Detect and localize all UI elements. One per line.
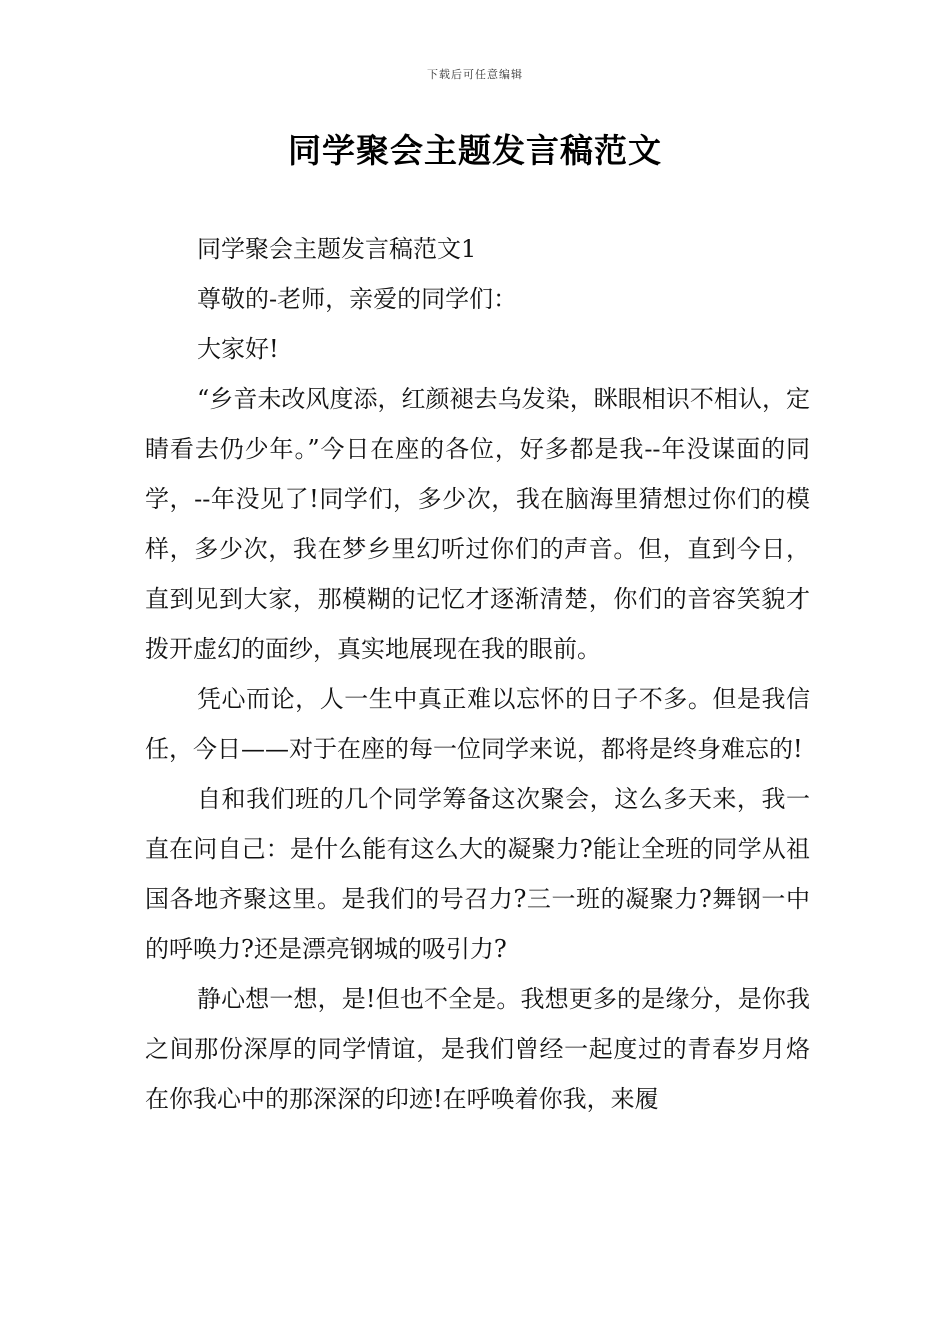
- paragraph: 自和我们班的几个同学筹备这次聚会，这么多天来，我一直在问自己：是什么能有这么大的凝聚力?能让全班的同学从祖国各地齐聚这里。是我们的号召力?三一班的凝聚力?舞钢一中的呼唤力?还是漂亮钢城的吸引力?: [145, 785, 810, 963]
- salutation: 尊敬的-老师，亲爱的同学们：: [197, 285, 518, 313]
- paragraph: “乡音未改风度添，红颜褪去乌发染，眯眼相识不相认，定睛看去仍少年。”今日在座的各位，好多都是我--年没谋面的同学，--年没见了!同学们，多少次，我在脑海里猜想过你们的模样，多少次，我在梦乡里幻听过你们的声音。但，直到今日，直到见到大家，那模糊的记忆才逐渐清楚，你们的音容笑貌才拨开虚幻的面纱，真实地展现在我的眼前。: [145, 385, 810, 663]
- section-heading: 同学聚会主题发言稿范文1: [197, 235, 477, 263]
- header-note: 下载后可任意编辑: [427, 68, 523, 81]
- document-title: 同学聚会主题发言稿范文: [288, 131, 662, 170]
- greeting: 大家好!: [197, 335, 279, 363]
- paragraph: 静心想一想，是!但也不全是。我想更多的是缘分，是你我之间那份深厚的同学情谊，是我们曾经一起度过的青春岁月烙在你我心中的那深深的印迹!在呼唤着你我，来履: [145, 985, 810, 1113]
- document-body: [145, 224, 810, 1124]
- paragraph: 凭心而论，人一生中真正难以忘怀的日子不多。但是我信任，今日——对于在座的每一位同学来说，都将是终身难忘的!: [145, 685, 810, 763]
